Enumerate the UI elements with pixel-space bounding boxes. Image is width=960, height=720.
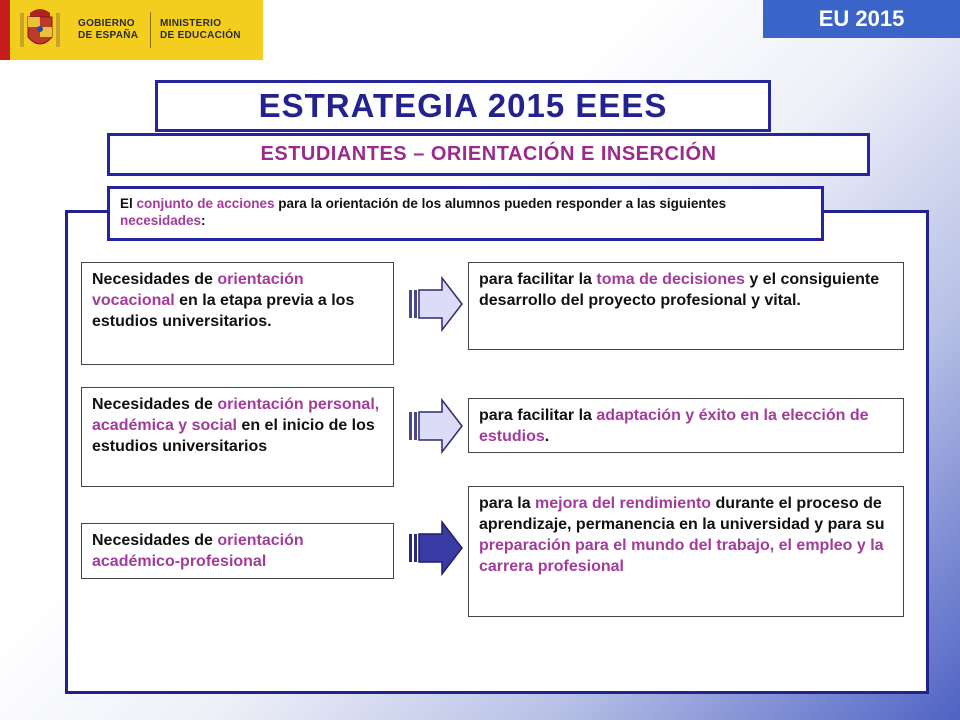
divider — [150, 12, 151, 48]
ministry-line1: MINISTERIO — [160, 18, 222, 29]
need-box-vocational: Necesidades de orientación vocacional en la etapa previa a los estudios universitarios. — [81, 262, 394, 365]
page-subtitle: ESTUDIANTES – ORIENTACIÓN E INSERCIÓN — [107, 133, 870, 176]
purpose-box-decisions: para facilitar la toma de decisiones y el consiguiente desarrollo del proyecto profesional y vital. — [468, 262, 904, 350]
gov-line1: GOBIERNO — [78, 18, 135, 29]
need-box-academic: Necesidades de orientación académico-profesional — [81, 523, 394, 579]
flag-stripe — [0, 0, 10, 60]
eu-2015-badge: EU 2015 — [763, 0, 960, 38]
coat-of-arms-icon — [18, 5, 62, 55]
need-box-personal: Necesidades de orientación personal, académica y social en el inicio de los estudios universitarios — [81, 387, 394, 487]
arrow-right-icon — [408, 276, 464, 332]
arrow-right-icon — [408, 520, 464, 576]
ministry-line2: DE EDUCACIÓN — [160, 30, 241, 41]
intro-text: El conjunto de acciones para la orientación de los alumnos pueden responder a las siguientes necesidades: — [107, 186, 824, 241]
government-header — [0, 0, 263, 60]
page-title: ESTRATEGIA 2015 EEES — [155, 80, 771, 132]
purpose-box-adaptation: para facilitar la adaptación y éxito en la elección de estudios. — [468, 398, 904, 453]
arrow-right-icon — [408, 398, 464, 454]
purpose-box-performance: para la mejora del rendimiento durante el proceso de aprendizaje, permanencia en la universidad y para su preparación para el mundo del trabajo, el empleo y la carrera profesional — [468, 486, 904, 617]
gov-line2: DE ESPAÑA — [78, 30, 139, 41]
